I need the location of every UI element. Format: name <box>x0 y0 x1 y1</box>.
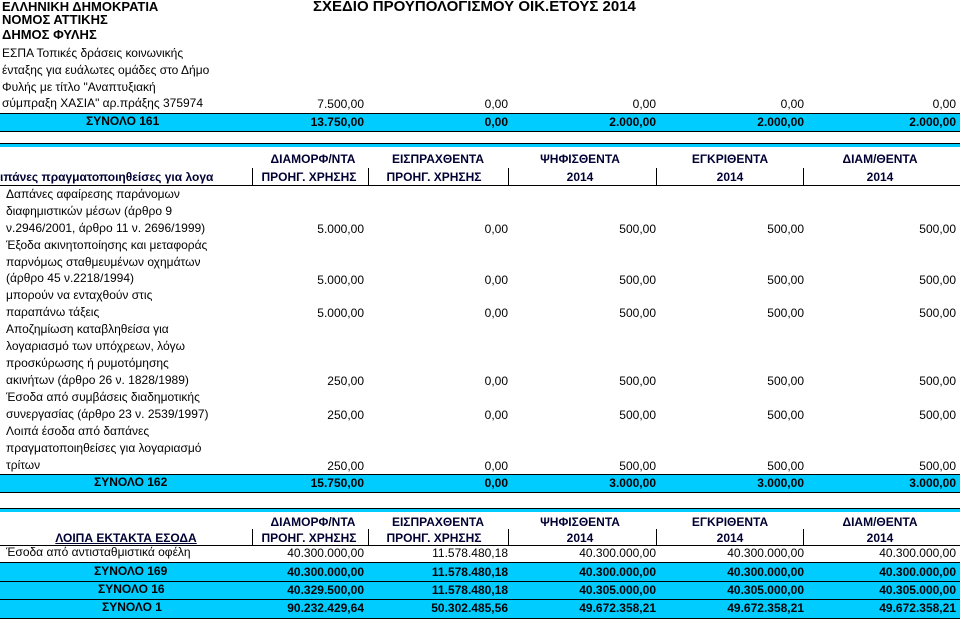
top-item-value-5: 0,00 <box>932 97 956 111</box>
s3-row-value-1: 40.300.000,00 <box>287 546 364 560</box>
total-161-value-3: 2.000,00 <box>609 115 656 129</box>
total-1-value-5: 49.672.358,21 <box>879 601 956 615</box>
s2-header-bottom-3: 2014 <box>566 170 594 184</box>
s2-row5-value-5: 500,00 <box>919 408 956 422</box>
total-1-value-1: 90.232.429,64 <box>287 601 364 615</box>
s2-row6-line3: τρίτων <box>6 458 41 472</box>
s2-row4-value-5: 500,00 <box>919 374 956 388</box>
total-162-value-4: 3.000,00 <box>757 476 804 490</box>
s2-row6-value-3: 500,00 <box>619 459 656 473</box>
s2-row3-value-3: 500,00 <box>619 306 656 320</box>
s2-header-bottom-5: 2014 <box>866 170 894 184</box>
total-161-label: ΣΥΝΟΛΟ 161 <box>86 114 160 128</box>
s3-header-bottom-2: ΠΡΟΗΓ. ΧΡΗΣΗΣ <box>386 531 482 545</box>
top-item-value-3: 0,00 <box>632 97 656 111</box>
total-16-value-2: 11.578.480,18 <box>431 583 508 597</box>
total-1-label: ΣΥΝΟΛΟ 1 <box>102 600 162 614</box>
s2-row5-value-1: 250,00 <box>327 408 364 422</box>
org-line-2: ΝΟΜΟΣ ΑΤΤΙΚΗΣ <box>2 12 108 27</box>
total-169-value-3: 40.300.000,00 <box>579 565 656 579</box>
s3-row-value-5: 40.300.000,00 <box>879 546 956 560</box>
s2-row2-value-4: 500,00 <box>767 273 804 287</box>
s3-header-bottom-3: 2014 <box>566 531 594 545</box>
s2-row1-value-4: 500,00 <box>767 222 804 236</box>
s3-row-value-3: 40.300.000,00 <box>579 546 656 560</box>
s2-row4-line1: Αποζημίωση καταβληθείσα για <box>6 322 169 336</box>
s2-row6-line1: Λοιπά έσοδα από δαπάνες <box>6 424 150 438</box>
document-title: ΣΧΕΔΙΟ ΠΡΟΥΠΟΛΟΓΙΣΜΟΥ ΟΙΚ.ΕΤΟΥΣ 2014 <box>313 0 636 15</box>
s2-row2-line1: Έξοδα ακινητοποίησης και μεταφοράς <box>6 238 208 252</box>
s2-row1-value-1: 5.000,00 <box>317 222 364 236</box>
total-161-value-5: 2.000,00 <box>909 115 956 129</box>
s2-row1-line2: διαφημιστικών μέσων (άρθρο 9 <box>6 204 173 218</box>
s2-label-header: ιπάνες πραγματοποιηθείσες για λογα <box>0 170 214 184</box>
total-16-value-4: 40.305.000,00 <box>727 583 804 597</box>
s2-header-bottom-4: 2014 <box>716 170 744 184</box>
s3-header-top-1: ΔΙΑΜΟΡΦ/ΝΤΑ <box>270 515 356 529</box>
s2-row3-line1: μπορούν να ενταχθούν στις <box>6 288 153 302</box>
s2-row1-line1: Δαπάνες αφαίρεσης παράνομων <box>6 187 180 201</box>
s2-row6-line2: πραγματοποιηθείσες για λογαριασμό <box>6 441 202 455</box>
s2-row2-value-5: 500,00 <box>919 273 956 287</box>
total-1-value-2: 50.302.485,56 <box>431 601 508 615</box>
s2-row2-value-1: 5.000,00 <box>317 273 364 287</box>
s2-row6-value-4: 500,00 <box>767 459 804 473</box>
total-162-value-5: 3.000,00 <box>909 476 956 490</box>
s2-row2-line3: (άρθρο 45 ν.2218/1994) <box>6 271 135 285</box>
s3-row-value-4: 40.300.000,00 <box>727 546 804 560</box>
s2-row4-line3: προσκύρωσης ή ρυμοτόμησης <box>6 356 169 370</box>
s2-row1-line3: ν.2946/2001, άρθρο 11 ν. 2696/1999) <box>6 221 206 235</box>
s2-row4-line2: λογαριασμό των υπόχρεων, λόγω <box>6 339 186 353</box>
total-1-value-3: 49.672.358,21 <box>579 601 656 615</box>
s2-row4-value-3: 500,00 <box>619 374 656 388</box>
s2-header-bottom-2: ΠΡΟΗΓ. ΧΡΗΣΗΣ <box>386 170 482 184</box>
s3-header-bottom-5: 2014 <box>866 531 894 545</box>
s2-header-top-1: ΔΙΑΜΟΡΦ/ΝΤΑ <box>270 152 356 166</box>
s2-row4-value-4: 500,00 <box>767 374 804 388</box>
s2-row1-value-2: 0,00 <box>484 222 508 236</box>
s3-header-top-4: ΕΓΚΡΙΘΕΝΤΑ <box>691 515 769 529</box>
total-162-value-3: 3.000,00 <box>609 476 656 490</box>
top-item-value-1: 7.500,00 <box>317 97 364 111</box>
total-169-value-2: 11.578.480,18 <box>431 565 508 579</box>
top-item-value-2: 0,00 <box>484 97 508 111</box>
top-item-line-3: Φυλής με τίτλο "Αναπτυξιακή <box>2 80 156 94</box>
s2-row3-value-2: 0,00 <box>484 306 508 320</box>
s2-row4-value-2: 0,00 <box>484 374 508 388</box>
s2-header-top-3: ΨΗΦΙΣΘΕΝΤΑ <box>540 152 620 166</box>
s2-row5-line1: Έσοδα από συμβάσεις διαδημοτικής <box>6 390 200 404</box>
total-16-label: ΣΥΝΟΛΟ 16 <box>98 582 165 596</box>
s2-row4-value-1: 250,00 <box>327 374 364 388</box>
s2-row5-value-2: 0,00 <box>484 408 508 422</box>
top-item-line-2: ένταξης για ευάλωτες ομάδες στο Δήμο <box>2 63 210 77</box>
s2-row3-value-1: 5.000,00 <box>317 306 364 320</box>
total-161-value-2: 0,00 <box>484 115 508 129</box>
s3-row-value-2: 11.578.480,18 <box>432 546 508 560</box>
s3-header-top-2: ΕΙΣΠΡΑΧΘΕΝΤΑ <box>391 515 485 529</box>
s2-row2-line2: παρνόμως σταθμευμένων οχημάτων <box>6 255 201 269</box>
total-169-label: ΣΥΝΟΛΟ 169 <box>94 564 168 578</box>
total-162-label: ΣΥΝΟΛΟ 162 <box>94 475 168 489</box>
s2-row4-line4: ακινήτων (άρθρο 26 ν. 1828/1989) <box>6 373 189 387</box>
s2-row2-value-3: 500,00 <box>619 273 656 287</box>
total-16-value-3: 40.305.000,00 <box>579 583 656 597</box>
total-169-value-4: 40.300.000,00 <box>727 565 804 579</box>
total-169-value-5: 40.300.000,00 <box>879 565 956 579</box>
total-162-value-1: 15.750,00 <box>310 476 364 490</box>
s3-header-bottom-1: ΠΡΟΗΓ. ΧΡΗΣΗΣ <box>261 531 357 545</box>
s2-header-bottom-1: ΠΡΟΗΓ. ΧΡΗΣΗΣ <box>261 170 357 184</box>
org-line-3: ΔΗΜΟΣ ΦΥΛΗΣ <box>2 27 97 42</box>
total-16-value-5: 40.305.000,00 <box>879 583 956 597</box>
top-item-line-4: σύμπραξη ΧΑΣΙΑ" αρ.πράξης 375974 <box>2 96 204 110</box>
org-line-1: ΕΛΛΗΝΙΚΗ ΔΗΜΟΚΡΑΤΙΑ <box>2 0 159 14</box>
s2-row5-value-3: 500,00 <box>619 408 656 422</box>
s2-header-top-2: ΕΙΣΠΡΑΧΘΕΝΤΑ <box>391 152 485 166</box>
s2-row5-line2: συνεργασίας (άρθρο 23 ν. 2539/1997) <box>6 407 209 421</box>
s2-row6-value-2: 0,00 <box>484 459 508 473</box>
s3-row-label: Έσοδα από αντισταθμιστικά οφέλη <box>6 545 191 559</box>
s2-header-top-4: ΕΓΚΡΙΘΕΝΤΑ <box>691 152 769 166</box>
total-162-value-2: 0,00 <box>484 476 508 490</box>
s2-row6-value-1: 250,00 <box>327 459 364 473</box>
s2-row6-value-5: 500,00 <box>919 459 956 473</box>
s2-row2-value-2: 0,00 <box>484 273 508 287</box>
s2-row1-value-5: 500,00 <box>919 222 956 236</box>
s3-header-top-5: ΔΙΑΜ/ΘΕΝΤΑ <box>842 515 918 529</box>
top-item-line-1: ΕΣΠΑ Τοπικές δράσεις κοινωνικής <box>2 46 184 60</box>
s2-row3-value-4: 500,00 <box>767 306 804 320</box>
s3-header-top-3: ΨΗΦΙΣΘΕΝΤΑ <box>540 515 620 529</box>
total-16-value-1: 40.329.500,00 <box>287 583 364 597</box>
s3-label-header: ΛΟΙΠΑ ΕΚΤΑΚΤΑ ΕΣΟΔΑ <box>55 531 197 545</box>
total-1-value-4: 49.672.358,21 <box>727 601 804 615</box>
total-161-value-4: 2.000,00 <box>757 115 804 129</box>
s2-row5-value-4: 500,00 <box>767 408 804 422</box>
s3-header-bottom-4: 2014 <box>716 531 744 545</box>
s2-row3-value-5: 500,00 <box>919 306 956 320</box>
s2-row3-line2: παραπάνω τάξεις <box>6 305 100 319</box>
total-169-value-1: 40.300.000,00 <box>287 565 364 579</box>
s2-header-top-5: ΔΙΑΜ/ΘΕΝΤΑ <box>842 152 918 166</box>
top-item-value-4: 0,00 <box>780 97 804 111</box>
total-161-value-1: 13.750,00 <box>310 115 364 129</box>
s2-row1-value-3: 500,00 <box>619 222 656 236</box>
